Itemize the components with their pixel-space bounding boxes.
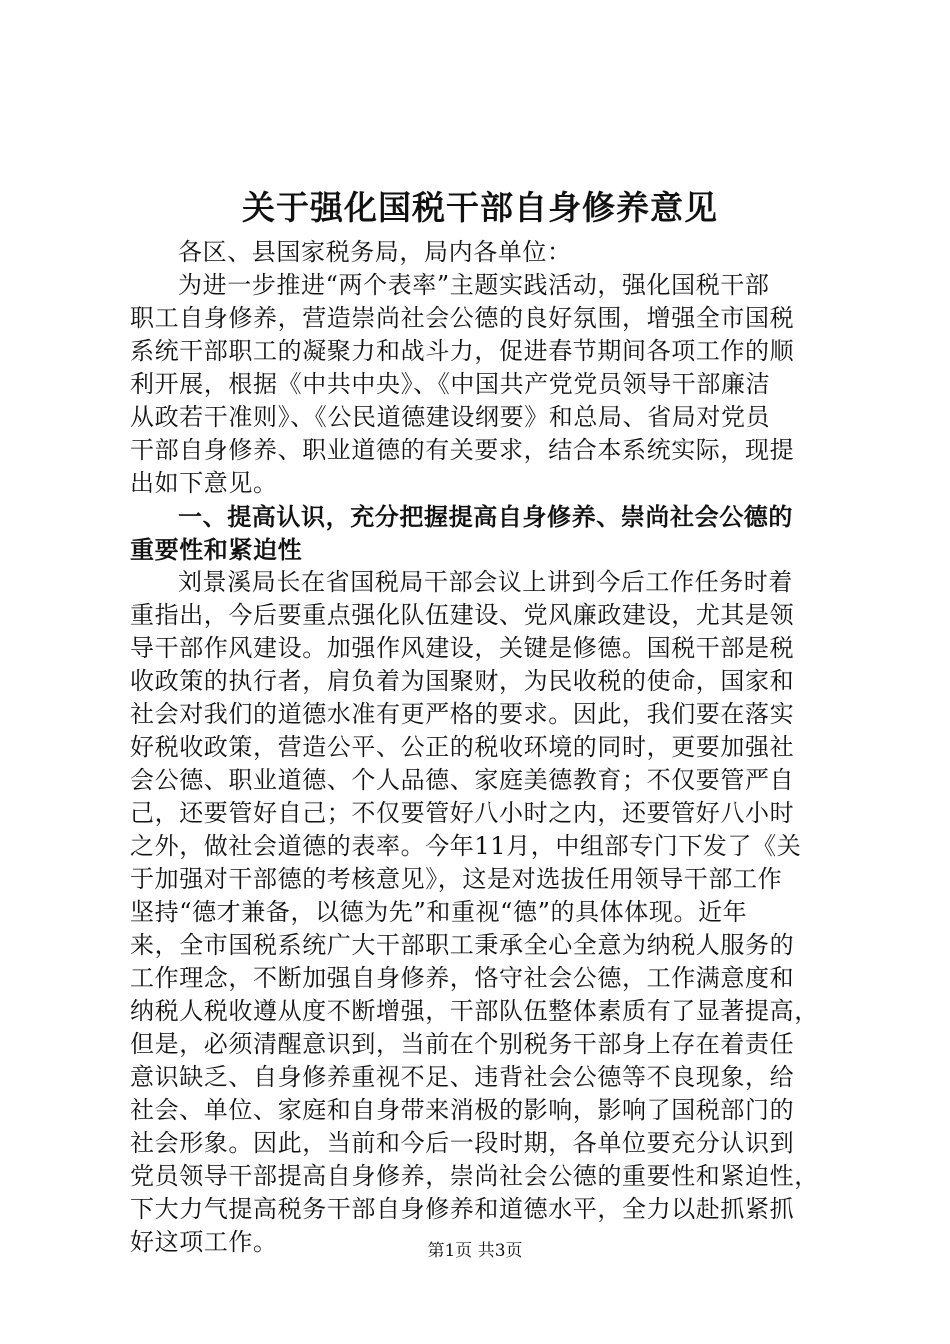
paragraph-line: 己，还要管好自己；不仅要管好八小时之内，还要管好八小时: [130, 799, 795, 827]
heading-line: 重要性和紧迫性: [130, 535, 303, 564]
paragraph-line: 从政若干准则》、《公民道德建设纲要》和总局、省局对党员: [130, 403, 771, 431]
paragraph-line: 职工自身修养，营造崇尚社会公德的良好氛围，增强全市国税: [130, 304, 795, 332]
paragraph-line: 导干部作风建设。加强作风建设，关键是修德。国税干部是税: [130, 634, 795, 662]
page-number-footer: 第1页 共3页: [427, 1241, 523, 1261]
paragraph-line: 社会对我们的道德水准有更严格的要求。因此，我们要在落实: [130, 700, 795, 728]
paragraph-line: 出如下意见。: [130, 469, 278, 497]
paragraph-line: 但是，必须清醒意识到，当前在个别税务干部身上存在着责任: [130, 1030, 795, 1058]
heading-line: 一、提高认识，充分把握提高自身修养、崇尚社会公德的: [178, 502, 793, 531]
paragraph-section-1: [130, 566, 830, 1259]
paragraph-line: 好税收政策，营造公平、公正的税收环境的同时，更要加强社: [130, 733, 795, 761]
paragraph-intro: [130, 269, 830, 500]
paragraph-line: 纳税人税收遵从度不断增强，干部队伍整体素质有了显著提高，: [130, 997, 819, 1025]
document-body: [130, 236, 830, 1259]
paragraph-line: 重指出，今后要重点强化队伍建设、党风廉政建设，尤其是领: [130, 601, 795, 629]
salutation: 各区、县国家税务局，局内各单位：: [178, 238, 572, 266]
paragraph-line: 社会、单位、家庭和自身带来消极的影响，影响了国税部门的: [130, 1096, 795, 1124]
paragraph-line: 之外，做社会道德的表率。今年11月，中组部专门下发了《关: [130, 832, 802, 860]
paragraph-line: 下大力气提高税务干部自身修养和道德水平，全力以赴抓紧抓: [130, 1195, 795, 1223]
paragraph-line: 于加强对干部德的考核意见》，这是对选拔任用领导干部工作: [130, 865, 783, 893]
paragraph-line: 刘景溪局长在省国税局干部会议上讲到今后工作任务时着: [178, 568, 793, 596]
paragraph-line: 为进一步推进“两个表率”主题实践活动，强化国税干部: [178, 271, 770, 299]
paragraph-line: 会公德、职业道德、个人品德、家庭美德教育；不仅要管严自: [130, 766, 795, 794]
paragraph-line: 坚持“德才兼备，以德为先”和重视“德”的具体体现。近年: [130, 898, 748, 926]
paragraph-line: 工作理念，不断加强自身修养，恪守社会公德，工作满意度和: [130, 964, 795, 992]
section-heading: [130, 500, 830, 566]
paragraph-line: 利开展，根据《中共中央》、《中国共产党党员领导干部廉洁: [130, 370, 771, 398]
paragraph-line: 党员领导干部提高自身修养，崇尚社会公德的重要性和紧迫性，: [130, 1162, 819, 1190]
document-title: 关于强化国税干部自身修养意见: [242, 188, 718, 227]
paragraph-line: 社会形象。因此，当前和今后一段时期，各单位要充分认识到: [130, 1129, 795, 1157]
paragraph-line: 来，全市国税系统广大干部职工秉承全心全意为纳税人服务的: [130, 931, 795, 959]
paragraph-line: 收政策的执行者，肩负着为国聚财，为民收税的使命，国家和: [130, 667, 795, 695]
paragraph-line: 干部自身修养、职业道德的有关要求，结合本系统实际，现提: [130, 436, 795, 464]
paragraph-line: 好这项工作。: [130, 1228, 278, 1256]
paragraph-line: 系统干部职工的凝聚力和战斗力，促进春节期间各项工作的顺: [130, 337, 795, 365]
paragraph-line: 意识缺乏、自身修养重视不足、违背社会公德等不良现象，给: [130, 1063, 795, 1091]
